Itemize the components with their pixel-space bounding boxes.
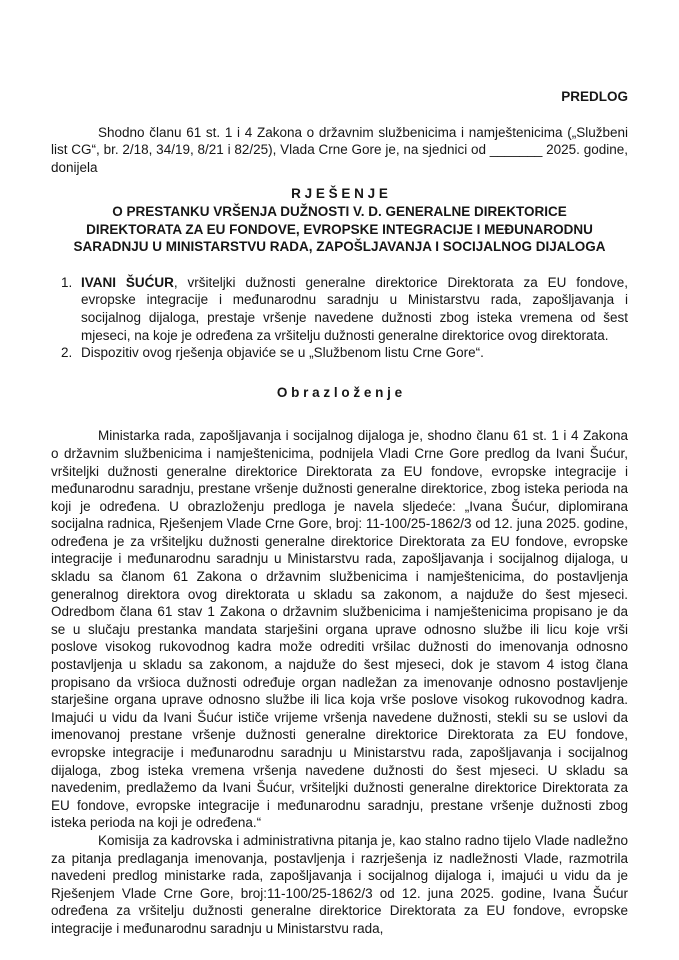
- item-text: Dispozitiv ovog rješenja objaviće se u „Službenom listu Crne Gore“.: [81, 345, 484, 361]
- explanation-paragraph-1: Ministarka rada, zapošljavanja i socijalnog dijaloga je, shodno članu 61 st. 1 i 4 Zakona o državnim službenicima i namještenicima, podnijela Vladi Crne Gore predlog da Ivani Šućur, vršiteljki dužnosti generalne direktorice Direktorata za EU fondove, evropske integracije i međunarodnu saradnju, prestane vršenje dužnosti generalne direktorice, zbog isteka perioda na koji je određena. U obrazloženju predloga je navela sljedeće: „Ivana Šućur, diplomirana socijalna radnica, Rješenjem Vlade Crne Gore, broj: 11-100/25-1862/3 od 12. juna 2025. godine, određena je za vršiteljku dužnosti generalne direktorice Direktorata za EU fondove, evropske integracije i međunarodnu saradnju u Ministarstvu rada, zapošljavanja i socijalnog dijaloga, u skladu sa članom 61 Zakona o državnim službenicima i namještenicima, do postavljenja generalnog direktora ovog direktorata u skladu sa zakonom, a najduže do šest mjeseci. Odredbom člana 61 stav 1 Zakona o državnim službenicima i namještenicima propisano je da se u slučaju prestanka mandata starješini organa uprave odnosno službe ili licu koje vrši poslove visokog rukovodnog kadra može odrediti vršilac dužnosti do imenovanja odnosno postavljenja u skladu sa zakonom, a najduže do šest mjeseci, dok je stavom 4 istog člana propisano da vršioca dužnosti određuje organ nadležan za imenovanje odnosno postavljenje starješine organa uprave odnosno službe ili lica koja vrše poslove visokog rukovodnog kadra. Imajući u vidu da Ivani Šućur ističe vrijeme vršenja navedene dužnosti, stekli su se uslovi da imenovanoj prestane vršenje dužnosti generalne direktorice Direktorata za EU fondove, evropske integracije i međunarodnu saradnju u Ministarstvu rada, zapošljavanja i socijalnog dijaloga, zbog isteka vremena vršenja navedene dužnosti do šest mjeseci. U skladu sa navedenim, predlažemo da Ivani Šućur, vršiteljki dužnosti generalne direktorice Direktorata za EU fondove, evropske integracije i međunarodnu saradnju, prestane vršenje dužnosti zbog isteka perioda na koji je određena.“: [51, 428, 628, 831]
- item-text-wrap: [81, 344, 628, 362]
- list-item-2: [51, 344, 628, 362]
- resolution-items: [51, 274, 628, 362]
- resolution-subject: O PRESTANKU VRŠENJA DUŽNOSTI V. D. GENERALNE DIREKTORICE DIREKTORATA ZA EU FONDOVE, EVROPSKE INTEGRACIJE I MEĐUNARODNU SARADNJU U MINISTARSTVU RADA, ZAPOŠLJAVANJA I SOCIJALNOG DIJALOGA: [73, 203, 606, 255]
- person-name: IVANI ŠUĆUR: [81, 274, 174, 290]
- doc-label: PREDLOG: [561, 89, 628, 104]
- list-item-1: [51, 274, 628, 344]
- item-number: 2.: [61, 345, 73, 361]
- item-text-wrap: [81, 274, 628, 344]
- explanation-heading: O b r a z l o ž e n j e: [276, 384, 403, 400]
- intro-paragraph: Shodno članu 61 st. 1 i 4 Zakona o državnim službenicima i namještenicima („Službeni list CG“, br. 2/18, 34/19, 8/21 i 82/25), Vlada Crne Gore je, na sjednici od _______ 2025. godine, donijela: [51, 124, 628, 175]
- explanation-paragraph-2: Komisija za kadrovska i administrativna pitanja je, kao stalno radno tijelo Vlade nadležno za pitanja predlaganja imenovanja, postavljenja i razrješenja iz nadležnosti Vlade, razmotrila navedeni predlog ministarke rada, zapošljavanja i socijalnog dijaloga i, imajući u vidu da je Rješenjem Vlade Crne Gore, broj:11-100/25-1862/3 od 12. juna 2025. godine, Ivana Šućur određena za vršitelju dužnosti generalne direktorice Direktorata za EU fondove, evropske integracije i međunarodnu saradnju u Ministarstvu rada,: [51, 832, 628, 936]
- item-text: , vršiteljki dužnosti generalne direktorice Direktorata za EU fondove, evropske integracije i međunarodnu saradnju u Ministarstvu rada, zapošljavanja i socijalnog dijaloga, prestaje vršenje navedene dužnosti zbog isteka vremena od šest mjeseci, na koje je određena za vršitelju dužnosti generalne direktorice ovog direktorata.: [81, 274, 628, 343]
- resolution-title: R J E Š E N J E: [291, 186, 388, 202]
- item-number: 1.: [61, 274, 73, 290]
